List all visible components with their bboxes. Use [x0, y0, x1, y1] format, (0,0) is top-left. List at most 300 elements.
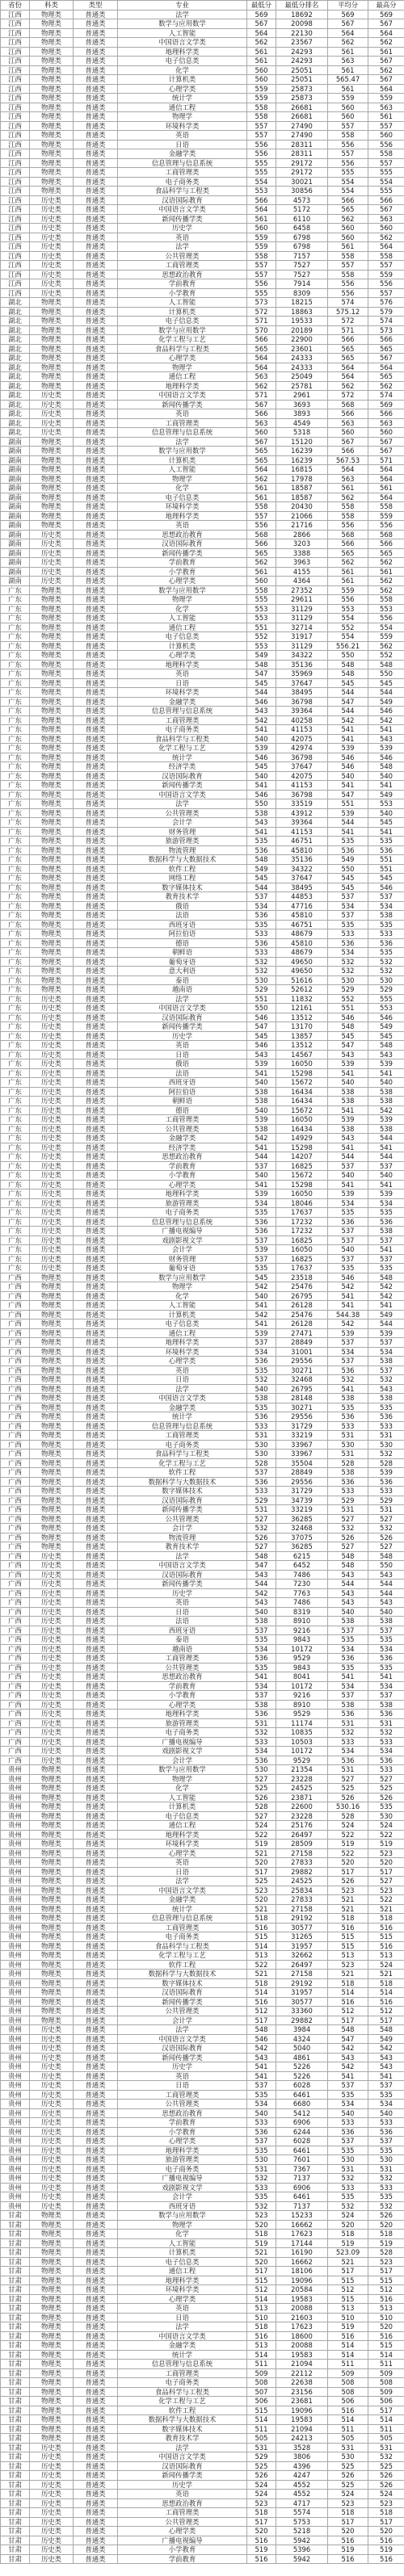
cell-admission-type: 普通类: [74, 2452, 118, 2462]
cell-admission-type: 普通类: [74, 484, 118, 493]
cell-min-score: 536: [247, 1477, 276, 1487]
cell-major: 日语: [118, 1050, 247, 1059]
cell-min-score-rank: 16825: [276, 1161, 328, 1171]
cell-admission-type: 普通类: [74, 2276, 118, 2285]
cell-min-score-rank: 28849: [276, 1338, 328, 1348]
cell-province: 甘肃: [1, 2276, 30, 2285]
cell-min-score: 537: [247, 1626, 276, 1635]
table-row: [1, 1904, 404, 1914]
cell-min-score: 536: [247, 1756, 276, 1765]
table-row: [1, 168, 404, 178]
cell-province: 江西: [1, 187, 30, 196]
cell-min-score-rank: 15120: [276, 437, 328, 447]
cell-min-score-rank: 21354: [276, 1765, 328, 1775]
cell-province: 贵州: [1, 1997, 30, 2007]
table-row: [1, 920, 404, 929]
cell-avg-score: 532: [328, 2201, 368, 2211]
cell-major: 工商管理类: [118, 418, 247, 428]
table-row: [1, 1059, 404, 1069]
cell-major: 地理科学类: [118, 1710, 247, 1719]
cell-min-score: 562: [247, 474, 276, 484]
cell-province: 湖北: [1, 335, 30, 345]
cell-max-score: 535: [368, 1264, 404, 1273]
cell-min-score-rank: 21716: [276, 521, 328, 531]
cell-admission-type: 普通类: [74, 1728, 118, 1738]
cell-major: 数学与应用数学: [118, 1273, 247, 1282]
cell-avg-score: 541: [328, 1291, 368, 1301]
table-row: [1, 929, 404, 939]
cell-avg-score: 564: [328, 28, 368, 38]
cell-max-score: 559: [368, 270, 404, 279]
cell-admission-type: 普通类: [74, 2146, 118, 2155]
cell-major: 经济学类: [118, 1143, 247, 1152]
cell-province: 湖南: [1, 447, 30, 456]
cell-admission-type: 普通类: [74, 1440, 118, 1450]
cell-avg-score: 536: [328, 1217, 368, 1227]
cell-province: 广东: [1, 818, 30, 828]
cell-avg-score: 542: [328, 1319, 368, 1329]
cell-admission-type: 普通类: [74, 920, 118, 929]
cell-min-score-rank: 29556: [276, 1357, 328, 1366]
cell-avg-score: 571: [328, 325, 368, 335]
cell-min-score-rank: 49650: [276, 967, 328, 976]
cell-avg-score: 554: [328, 187, 368, 196]
cell-avg-score: 562: [328, 214, 368, 224]
table-row: [1, 447, 404, 456]
cell-province: 贵州: [1, 2034, 30, 2044]
table-row: [1, 1793, 404, 1802]
cell-max-score: 531: [368, 1431, 404, 1441]
cell-min-score-rank: 7527: [276, 261, 328, 271]
cell-track: 历史类: [30, 530, 74, 539]
cell-province: 广东: [1, 1068, 30, 1078]
table-row: [1, 2443, 404, 2452]
cell-min-score-rank: 16190: [276, 2248, 328, 2258]
cell-admission-type: 普通类: [74, 1570, 118, 1580]
cell-avg-score: 541: [328, 1143, 368, 1152]
cell-min-score-rank: 24333: [276, 354, 328, 363]
cell-max-score: 516: [368, 2331, 404, 2341]
cell-max-score: 521: [368, 1904, 404, 1914]
cell-min-score: 560: [247, 428, 276, 438]
cell-min-score: 521: [247, 1848, 276, 1858]
cell-track: 物理类: [30, 669, 74, 679]
cell-major: 电子信息类: [118, 317, 247, 326]
cell-min-score-rank: 5574: [276, 2508, 328, 2518]
cell-major: 电子信息类: [118, 1811, 247, 1821]
cell-min-score: 514: [247, 1988, 276, 1998]
cell-min-score: 556: [247, 140, 276, 149]
cell-max-score: 568: [368, 530, 404, 539]
cell-min-score-rank: 36798: [276, 697, 328, 707]
cell-min-score: 534: [247, 1681, 276, 1691]
cell-major: 中国语言文学类: [118, 1886, 247, 1895]
cell-major: 计算机类: [118, 641, 247, 651]
cell-track: 历史类: [30, 1245, 74, 1255]
cell-avg-score: 514: [328, 2341, 368, 2351]
cell-major: 信息管理与信息系统: [118, 1914, 247, 1924]
cell-admission-type: 普通类: [74, 2267, 118, 2276]
cell-admission-type: 普通类: [74, 1858, 118, 1868]
cell-major: 小学教育: [118, 1691, 247, 1701]
cell-admission-type: 普通类: [74, 623, 118, 632]
table-row: [1, 2406, 404, 2415]
cell-admission-type: 普通类: [74, 391, 118, 401]
cell-admission-type: 普通类: [74, 1384, 118, 1394]
cell-province: 湖南: [1, 484, 30, 493]
cell-max-score: 532: [368, 957, 404, 967]
cell-max-score: 520: [368, 2322, 404, 2332]
cell-max-score: 534: [368, 2100, 404, 2109]
cell-max-score: 537: [368, 1626, 404, 1635]
table-row: [1, 762, 404, 772]
cell-province: 广东: [1, 929, 30, 939]
cell-max-score: 558: [368, 251, 404, 261]
cell-track: 物理类: [30, 28, 74, 38]
cell-min-score-rank: 15672: [276, 1171, 328, 1181]
cell-province: 贵州: [1, 1811, 30, 1821]
cell-track: 物理类: [30, 38, 74, 48]
cell-min-score-rank: 15233: [276, 2211, 328, 2221]
cell-avg-score: 566: [328, 195, 368, 205]
cell-track: 历史类: [30, 1124, 74, 1134]
cell-province: 江西: [1, 168, 30, 178]
cell-major: 金融学类: [118, 697, 247, 707]
cell-major: 地理科学类: [118, 511, 247, 521]
table-row: [1, 734, 404, 744]
table-row: [1, 892, 404, 902]
cell-max-score: 530: [368, 2155, 404, 2165]
cell-track: 历史类: [30, 1691, 74, 1701]
cell-max-score: 556: [368, 521, 404, 531]
cell-major: 物流管理: [118, 845, 247, 855]
cell-track: 历史类: [30, 1747, 74, 1756]
table-row: [1, 2062, 404, 2072]
cell-major: 人工智能: [118, 1793, 247, 1802]
cell-track: 历史类: [30, 1607, 74, 1617]
cell-admission-type: 普通类: [74, 1189, 118, 1199]
cell-max-score: 564: [368, 84, 404, 94]
cell-admission-type: 普通类: [74, 892, 118, 902]
cell-avg-score: 515: [328, 2294, 368, 2304]
cell-max-score: 523: [368, 2498, 404, 2508]
cell-min-score: 556: [247, 149, 276, 159]
cell-avg-score: 540: [328, 2108, 368, 2118]
cell-track: 物理类: [30, 883, 74, 892]
cell-avg-score: 533: [328, 1737, 368, 1747]
cell-track: 物理类: [30, 911, 74, 921]
cell-admission-type: 普通类: [74, 604, 118, 614]
cell-avg-score: 560: [328, 224, 368, 233]
cell-min-score-rank: 5226: [276, 2071, 328, 2081]
cell-avg-score: 561: [328, 567, 368, 577]
cell-major: 德语: [118, 938, 247, 948]
cell-track: 历史类: [30, 1561, 74, 1571]
cell-major: 软件工程: [118, 1468, 247, 1478]
cell-track: 物理类: [30, 688, 74, 698]
cell-min-score: 525: [247, 1784, 276, 1794]
cell-avg-score: 548: [328, 2025, 368, 2035]
cell-track: 物理类: [30, 1840, 74, 1849]
cell-major: 食品科学与工程类: [118, 1450, 247, 1459]
cell-min-score-rank: 38495: [276, 688, 328, 698]
cell-track: 历史类: [30, 2443, 74, 2452]
cell-major: 地理科学类: [118, 381, 247, 391]
cell-min-score: 540: [247, 1171, 276, 1181]
cell-admission-type: 普通类: [74, 2007, 118, 2016]
cell-min-score-rank: 23871: [276, 1793, 328, 1802]
cell-track: 历史类: [30, 1004, 74, 1013]
cell-min-score: 522: [247, 1960, 276, 1970]
cell-min-score: 518: [247, 1978, 276, 1988]
cell-major: 网络工程: [118, 874, 247, 883]
cell-major: 物理学: [118, 474, 247, 484]
cell-min-score-rank: 3893: [276, 409, 328, 419]
cell-track: 物理类: [30, 177, 74, 187]
cell-major: 信息管理与信息系统: [118, 707, 247, 716]
cell-min-score-rank: 9529: [276, 1654, 328, 1663]
cell-avg-score: 563: [328, 57, 368, 66]
cell-min-score-rank: 9216: [276, 1626, 328, 1635]
cell-min-score: 555: [247, 595, 276, 605]
table-row: [1, 2007, 404, 2016]
cell-track: 历史类: [30, 2536, 74, 2545]
cell-admission-type: 普通类: [74, 2034, 118, 2044]
cell-admission-type: 普通类: [74, 2508, 118, 2518]
cell-min-score-rank: 18046: [276, 1198, 328, 1208]
cell-admission-type: 普通类: [74, 1904, 118, 1914]
cell-admission-type: 普通类: [74, 929, 118, 939]
cell-track: 历史类: [30, 409, 74, 419]
cell-admission-type: 普通类: [74, 938, 118, 948]
cell-track: 物理类: [30, 2397, 74, 2406]
cell-min-score: 553: [247, 604, 276, 614]
cell-max-score: 548: [368, 762, 404, 772]
cell-max-score: 533: [368, 1421, 404, 1431]
cell-avg-score: 536: [328, 1710, 368, 1719]
cell-min-score-rank: 45810: [276, 911, 328, 921]
cell-min-score-rank: 44853: [276, 892, 328, 902]
cell-max-score: 532: [368, 1375, 404, 1385]
table-row: [1, 874, 404, 883]
cell-track: 历史类: [30, 2062, 74, 2072]
cell-min-score: 508: [247, 2378, 276, 2388]
cell-min-score: 513: [247, 2304, 276, 2314]
cell-track: 历史类: [30, 2490, 74, 2499]
table-row: [1, 2201, 404, 2211]
cell-max-score: 526: [368, 2211, 404, 2221]
cell-track: 历史类: [30, 1700, 74, 1710]
cell-min-score-rank: 27490: [276, 131, 328, 141]
cell-min-score: 537: [247, 2137, 276, 2146]
cell-major: 广播电视编导: [118, 1227, 247, 1236]
table-row: [1, 1765, 404, 1775]
cell-major: 中国语言文学类: [118, 2034, 247, 2044]
cell-province: 贵州: [1, 1765, 30, 1775]
cell-min-score: 553: [247, 614, 276, 623]
cell-province: 广东: [1, 707, 30, 716]
table-row: [1, 539, 404, 549]
cell-track: 物理类: [30, 1978, 74, 1988]
cell-admission-type: 普通类: [74, 400, 118, 409]
cell-min-score-rank: 33360: [276, 2007, 328, 2016]
cell-admission-type: 普通类: [74, 1403, 118, 1412]
cell-admission-type: 普通类: [74, 1357, 118, 1366]
cell-min-score: 533: [247, 929, 276, 939]
cell-max-score: 519: [368, 1840, 404, 1849]
table-row: [1, 1273, 404, 1282]
cell-min-score-rank: 37075: [276, 1533, 328, 1542]
cell-min-score-rank: 3388: [276, 548, 328, 558]
cell-province: 甘肃: [1, 2387, 30, 2397]
cell-avg-score: 537: [328, 911, 368, 921]
cell-track: 物理类: [30, 2387, 74, 2397]
cell-track: 物理类: [30, 372, 74, 382]
cell-admission-type: 普通类: [74, 335, 118, 345]
cell-track: 物理类: [30, 2220, 74, 2230]
table-row: [1, 187, 404, 196]
cell-max-score: 544: [368, 1134, 404, 1143]
cell-admission-type: 普通类: [74, 1672, 118, 1682]
cell-province: 江西: [1, 149, 30, 159]
cell-max-score: 506: [368, 2397, 404, 2406]
cell-avg-score: 527: [328, 1542, 368, 1552]
cell-avg-score: 535: [328, 920, 368, 929]
cell-admission-type: 普通类: [74, 298, 118, 308]
cell-max-score: 571: [368, 455, 404, 465]
cell-min-score: 529: [247, 1496, 276, 1505]
cell-avg-score: 575.12: [328, 307, 368, 317]
cell-province: 湖南: [1, 530, 30, 539]
cell-min-score: 527: [247, 1811, 276, 1821]
cell-min-score: 536: [247, 911, 276, 921]
cell-major: 数据科学与大数据技术: [118, 1970, 247, 1979]
cell-province: 广西: [1, 1533, 30, 1542]
cell-track: 物理类: [30, 65, 74, 75]
table-row: [1, 1236, 404, 1245]
cell-min-score: 564: [247, 354, 276, 363]
cell-min-score-rank: 9529: [276, 1710, 328, 1719]
cell-avg-score: 521: [328, 1895, 368, 1905]
cell-major: 数据科学与大数据技术: [118, 1477, 247, 1487]
table-row: [1, 2424, 404, 2434]
cell-admission-type: 普通类: [74, 1524, 118, 1533]
cell-track: 物理类: [30, 1403, 74, 1412]
cell-admission-type: 普通类: [74, 1514, 118, 1524]
table-row: [1, 474, 404, 484]
cell-major: 学前教育: [118, 2118, 247, 2128]
cell-track: 物理类: [30, 790, 74, 799]
cell-admission-type: 普通类: [74, 28, 118, 38]
cell-min-score-rank: 9216: [276, 1691, 328, 1701]
cell-admission-type: 普通类: [74, 465, 118, 475]
cell-track: 历史类: [30, 1134, 74, 1143]
cell-max-score: 561: [368, 484, 404, 493]
cell-min-score: 573: [247, 298, 276, 308]
cell-major: 小学教育: [118, 288, 247, 298]
cell-max-score: 509: [368, 2387, 404, 2397]
cell-track: 物理类: [30, 920, 74, 929]
cell-track: 历史类: [30, 1598, 74, 1608]
cell-max-score: 551: [368, 864, 404, 874]
cell-track: 物理类: [30, 103, 74, 112]
cell-province: 江西: [1, 140, 30, 149]
cell-admission-type: 普通类: [74, 131, 118, 141]
cell-max-score: 546: [368, 1013, 404, 1022]
cell-major: 工商管理类: [118, 168, 247, 178]
cell-province: 甘肃: [1, 2360, 30, 2369]
cell-admission-type: 普通类: [74, 1097, 118, 1106]
cell-avg-score: 556: [328, 521, 368, 531]
cell-province: 广西: [1, 1570, 30, 1580]
cell-min-score-rank: 8319: [276, 1607, 328, 1617]
cell-avg-score: 556.21: [328, 641, 368, 651]
cell-province: 广东: [1, 1087, 30, 1097]
table-row: [1, 1105, 404, 1115]
cell-max-score: 527: [368, 1877, 404, 1886]
cell-province: 湖南: [1, 558, 30, 568]
cell-min-score-rank: 22130: [276, 28, 328, 38]
cell-avg-score: 538: [328, 1087, 368, 1097]
cell-min-score-rank: 5172: [276, 205, 328, 215]
cell-min-score: 543: [247, 1570, 276, 1580]
table-row: [1, 678, 404, 688]
cell-max-score: 555: [368, 187, 404, 196]
cell-min-score-rank: 20098: [276, 19, 328, 29]
cell-max-score: 524: [368, 1821, 404, 1831]
cell-admission-type: 普通类: [74, 112, 118, 122]
cell-avg-score: 516: [328, 2406, 368, 2415]
table-row: [1, 2313, 404, 2322]
cell-avg-score: 534: [328, 1747, 368, 1756]
cell-track: 历史类: [30, 1570, 74, 1580]
cell-min-score: 541: [247, 1180, 276, 1189]
table-row: [1, 2368, 404, 2378]
cell-max-score: 511: [368, 2360, 404, 2369]
cell-avg-score: 544: [328, 1152, 368, 1162]
table-row: [1, 781, 404, 791]
cell-avg-score: 554: [328, 177, 368, 187]
cell-province: 广东: [1, 1097, 30, 1106]
cell-min-score-rank: 33219: [276, 1431, 328, 1441]
cell-max-score: 569: [368, 10, 404, 19]
cell-province: 广西: [1, 1700, 30, 1710]
cell-min-score-rank: 40258: [276, 715, 328, 725]
cell-min-score: 524: [247, 2490, 276, 2499]
cell-major: 电子商务类: [118, 725, 247, 735]
cell-min-score-rank: 24333: [276, 363, 328, 372]
cell-max-score: 543: [368, 1050, 404, 1059]
cell-max-score: 557: [368, 158, 404, 168]
cell-major: 历史学: [118, 1031, 247, 1041]
cell-min-score: 564: [247, 465, 276, 475]
cell-min-score-rank: 25873: [276, 84, 328, 94]
cell-track: 物理类: [30, 363, 74, 372]
cell-avg-score: 526: [328, 1533, 368, 1542]
cell-track: 历史类: [30, 994, 74, 1004]
cell-min-score-rank: 26681: [276, 103, 328, 112]
cell-avg-score: 505: [328, 2434, 368, 2444]
cell-max-score: 536: [368, 938, 404, 948]
cell-avg-score: 517: [328, 2016, 368, 2025]
cell-track: 物理类: [30, 2016, 74, 2025]
cell-province: 贵州: [1, 1877, 30, 1886]
cell-track: 历史类: [30, 2517, 74, 2527]
cell-admission-type: 普通类: [74, 669, 118, 679]
cell-avg-score: 519: [328, 2322, 368, 2332]
cell-major: 阿拉伯语: [118, 1087, 247, 1097]
cell-avg-score: 566: [328, 447, 368, 456]
